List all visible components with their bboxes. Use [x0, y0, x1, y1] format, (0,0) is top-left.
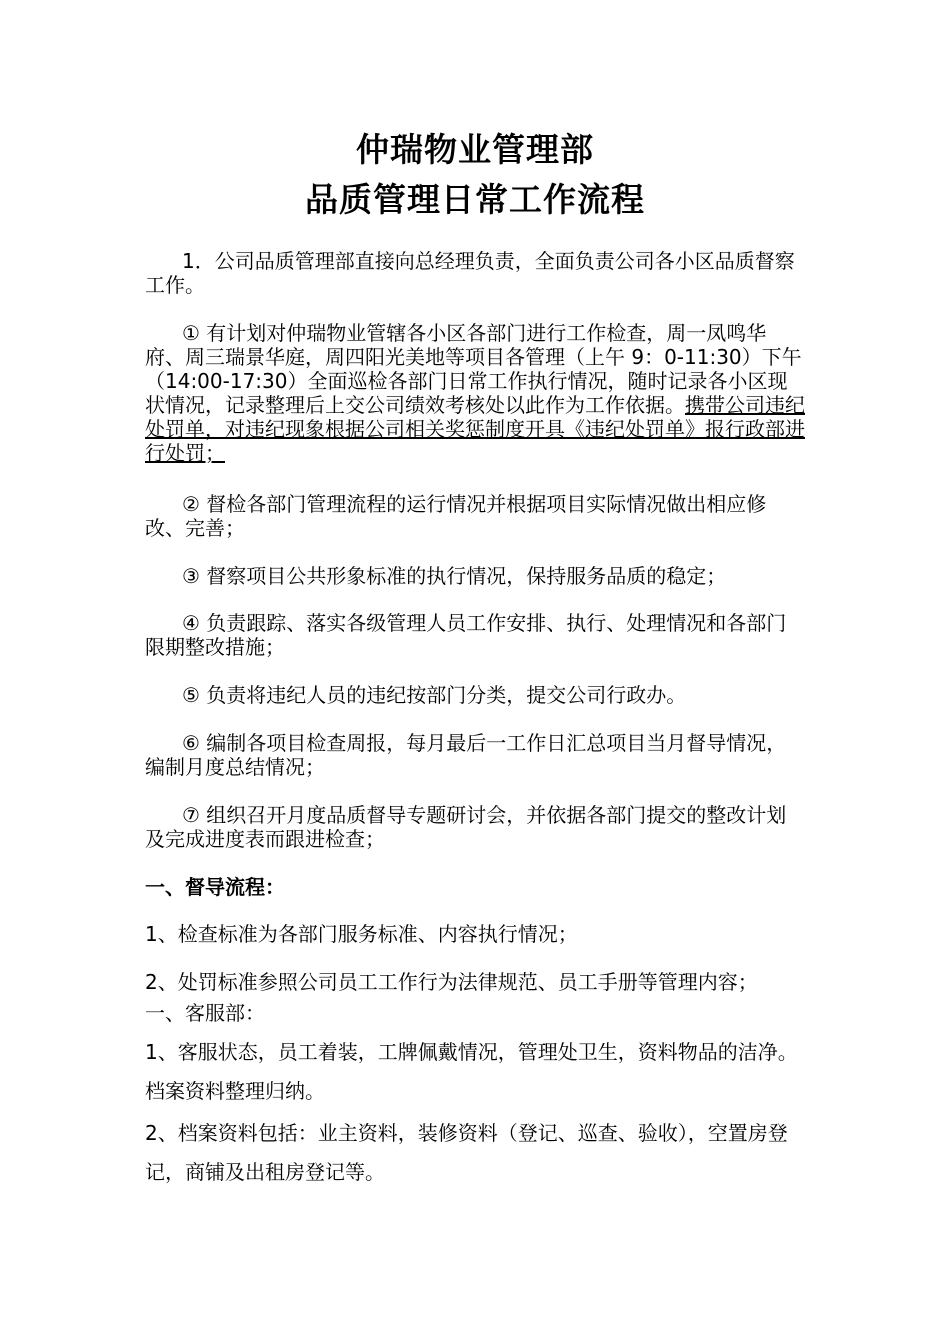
duty-item-3: ③ 督察项目公共形象标准的执行情况，保持服务品质的稳定； — [182, 564, 727, 588]
duty-item-1-underlined-text: 携带公司违纪处罚单，对违纪现象根据公司相关奖惩制度开具《违纪处罚单》报行政部进行处罚； — [145, 393, 805, 465]
document-title-line-1: 仲瑞物业管理部 — [356, 130, 594, 169]
section-heading: 一、督导流程： — [145, 875, 285, 899]
duty-item-4: ④ 负责跟踪、落实各级管理人员工作安排、执行、处理情况和各部门限期整改措施； — [145, 611, 787, 659]
duty-item-5: ⑤ 负责将违纪人员的违纪按部门分类，提交公司行政办。 — [182, 683, 687, 707]
duty-item-1 — [145, 321, 805, 465]
document-title-line-2: 品质管理日常工作流程 — [305, 180, 645, 219]
duty-item-7: ⑦ 组织召开月度品质督导专题研讨会，并依据各部门提交的整改计划及完成进度表而跟进检查； — [145, 803, 787, 851]
intro-paragraph: 1．公司品质管理部直接向总经理负责，全面负责公司各小区品质督察工作。 — [145, 249, 795, 297]
duty-item-2: ② 督检各部门管理流程的运行情况并根据项目实际情况做出相应修改、完善； — [145, 492, 767, 540]
supervision-step-2: 2、处罚标准参照公司员工工作行为法律规范、员工手册等管理内容； — [145, 970, 758, 994]
duty-item-1-text: ① 有计划对仲瑞物业管辖各小区各部门进行工作检查，周一凤鸣华府、周三瑞景华庭，周四阳光美地等项目各管理（上午 9：0-11:30）下午（14:00-17:30）全面巡检各部门日常工作执行情况，随时记录各小区现状情况，记录整理后上交公司绩效考核处以此作为工作依据。 — [145, 321, 802, 417]
sub-heading-customer-service: 一、客服部： — [145, 1001, 265, 1025]
customer-service-item-2: 2、档案资料包括：业主资料，装修资料（登记、巡查、验收），空置房登记，商铺及出租房登记等。 — [145, 1121, 788, 1184]
customer-service-item-1: 1、客服状态，员工着装，工牌佩戴情况，管理处卫生，资料物品的洁净。档案资料整理归纳。 — [145, 1040, 798, 1103]
duty-item-6: ⑥ 编制各项目检查周报，每月最后一工作日汇总项目当月督导情况，编制月度总结情况； — [145, 731, 787, 779]
supervision-step-1: 1、检查标准为各部门服务标准、内容执行情况； — [145, 922, 578, 946]
